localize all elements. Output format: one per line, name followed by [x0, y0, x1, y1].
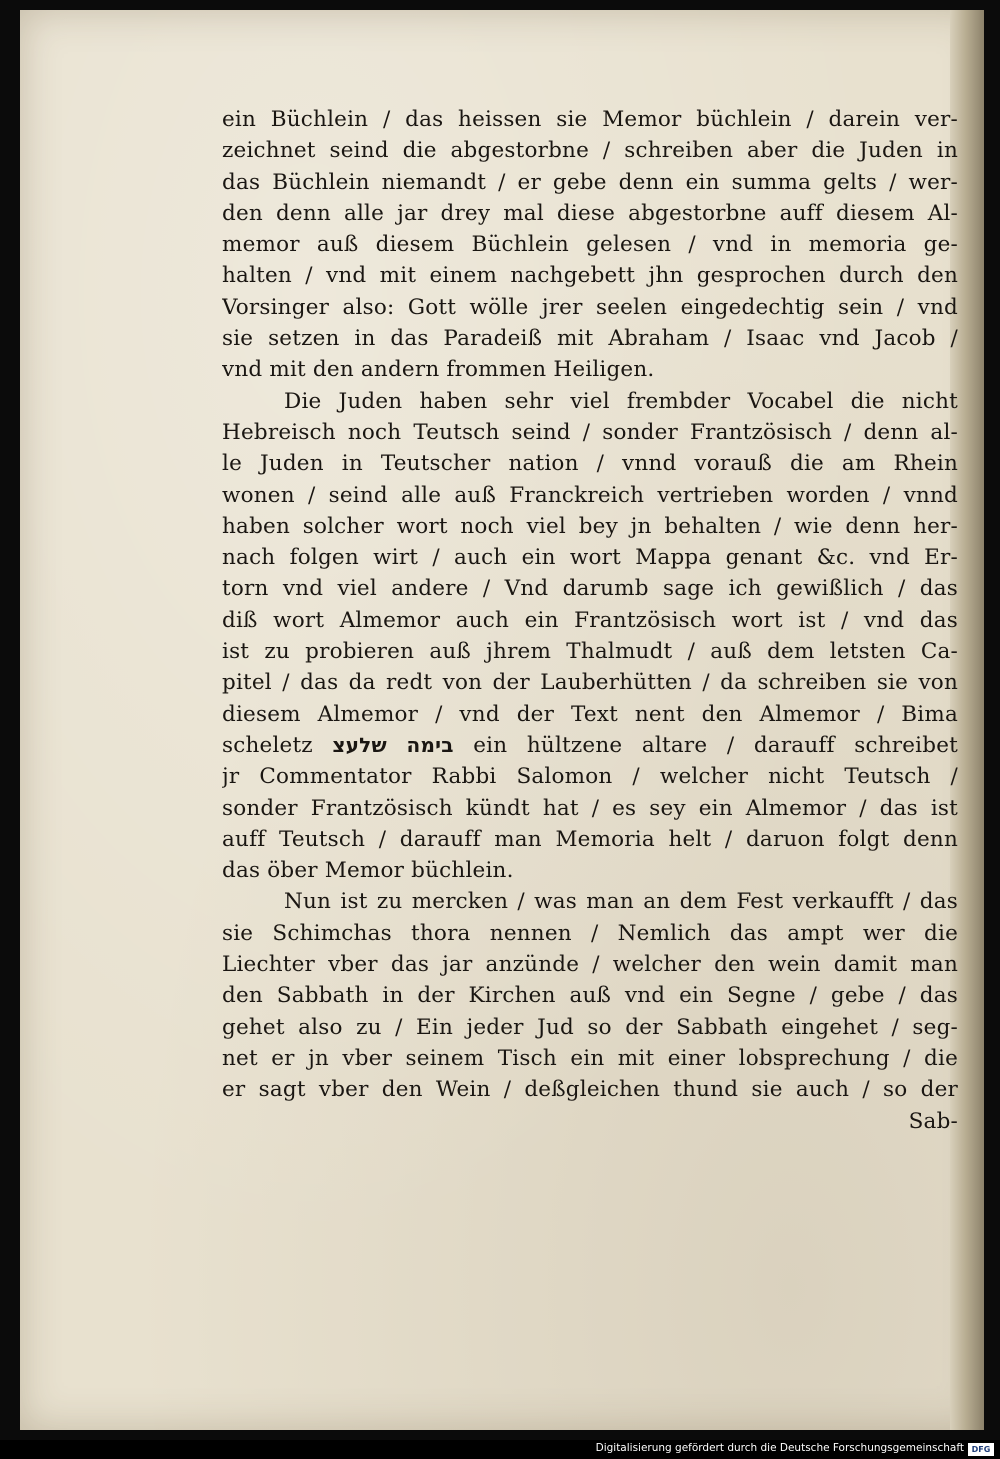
text-line: auff Teutsch / darauff man Memoria helt / daruon folgt denn: [222, 826, 958, 852]
text-line: den denn alle jar drey mal diese abgestorbne auff diesem Al-: [222, 200, 958, 226]
text-line: den Sabbath in der Kirchen auß vnd ein Segne / gebe / das: [222, 983, 958, 1009]
text-line: memor auß diesem Büchlein gelesen / vnd in memoria ge-: [222, 232, 958, 258]
footer-bar: [0, 1440, 1000, 1459]
hebrew-phrase: בימה שלעצ: [332, 732, 454, 757]
text-line: pitel / das da redt von der Lauberhütten / da schreiben sie von: [222, 670, 958, 696]
dfg-logo-icon: DFG: [968, 1443, 994, 1456]
catchword: Sab-: [908, 1108, 958, 1134]
text-line: gehet also zu / Ein jeder Jud so der Sabbath eingehet / seg-: [222, 1014, 958, 1040]
text-line: sie setzen in das Paradeiß mit Abraham / Isaac vnd Jacob /: [222, 326, 958, 352]
text-line: diesem Almemor / vnd der Text nent den Almemor / Bima: [222, 701, 958, 727]
paragraph-start-line: Nun ist zu mercken / was man an dem Fest verkaufft / das: [284, 889, 958, 915]
text-line: er sagt vber den Wein / deßgleichen thund sie auch / so der: [222, 1077, 958, 1103]
text-line: vnd mit den andern frommen Heiligen.: [222, 357, 655, 383]
text-line: halten / vnd mit einem nachgebett jhn gesprochen durch den: [222, 263, 958, 289]
text-segment: scheletz: [222, 732, 313, 758]
text-line: das Büchlein niemandt / er gebe denn ein summa gelts / wer-: [222, 169, 958, 195]
text-segment: ein hültzene altare / darauff schreibet: [473, 732, 958, 758]
text-line: ist zu probieren auß jhrem Thalmudt / auß dem letsten Ca-: [222, 639, 958, 665]
text-line: Liechter vber das jar anzünde / welcher den wein damit man: [222, 952, 958, 978]
text-line: das öber Memor büchlein.: [222, 858, 514, 884]
text-line: sie Schimchas thora nennen / Nemlich das ampt wer die: [222, 920, 958, 946]
text-line: net er jn vber seinem Tisch ein mit einer lobsprechung / die: [222, 1045, 958, 1071]
text-line: zeichnet seind die abgestorbne / schreiben aber die Juden in: [222, 138, 958, 164]
text-line: jr Commentator Rabbi Salomon / welcher nicht Teutsch /: [222, 764, 958, 790]
text-line-with-hebrew: [222, 730, 958, 761]
text-line: diß wort Almemor auch ein Frantzösisch wort ist / vnd das: [222, 607, 958, 633]
text-line: torn vnd viel andere / Vnd darumb sage ich gewißlich / das: [222, 576, 958, 602]
text-line: nach folgen wirt / auch ein wort Mappa genant &c. vnd Er-: [222, 545, 958, 571]
text-line: le Juden in Teutscher nation / vnnd vorauß die am Rhein: [222, 451, 958, 477]
text-line: Hebreisch noch Teutsch seind / sonder Frantzösisch / denn al-: [222, 419, 958, 445]
text-line: wonen / seind alle auß Franckreich vertrieben worden / vnnd: [222, 482, 958, 508]
page-text: [222, 104, 958, 1137]
paragraph-start-line: Die Juden haben sehr viel frembder Vocabel die nicht: [284, 388, 958, 414]
text-line: Vorsinger also: Gott wölle jrer seelen eingedechtig sein / vnd: [222, 294, 958, 320]
funding-notice: Digitalisierung gefördert durch die Deutsche Forschungsgemeinschaft: [595, 1442, 964, 1454]
text-line: sonder Frantzösisch kündt hat / es sey ein Almemor / das ist: [222, 795, 958, 821]
text-line: haben solcher wort noch viel bey jn behalten / wie denn her-: [222, 513, 958, 539]
text-line: ein Büchlein / das heissen sie Memor büchlein / darein ver-: [222, 107, 958, 132]
